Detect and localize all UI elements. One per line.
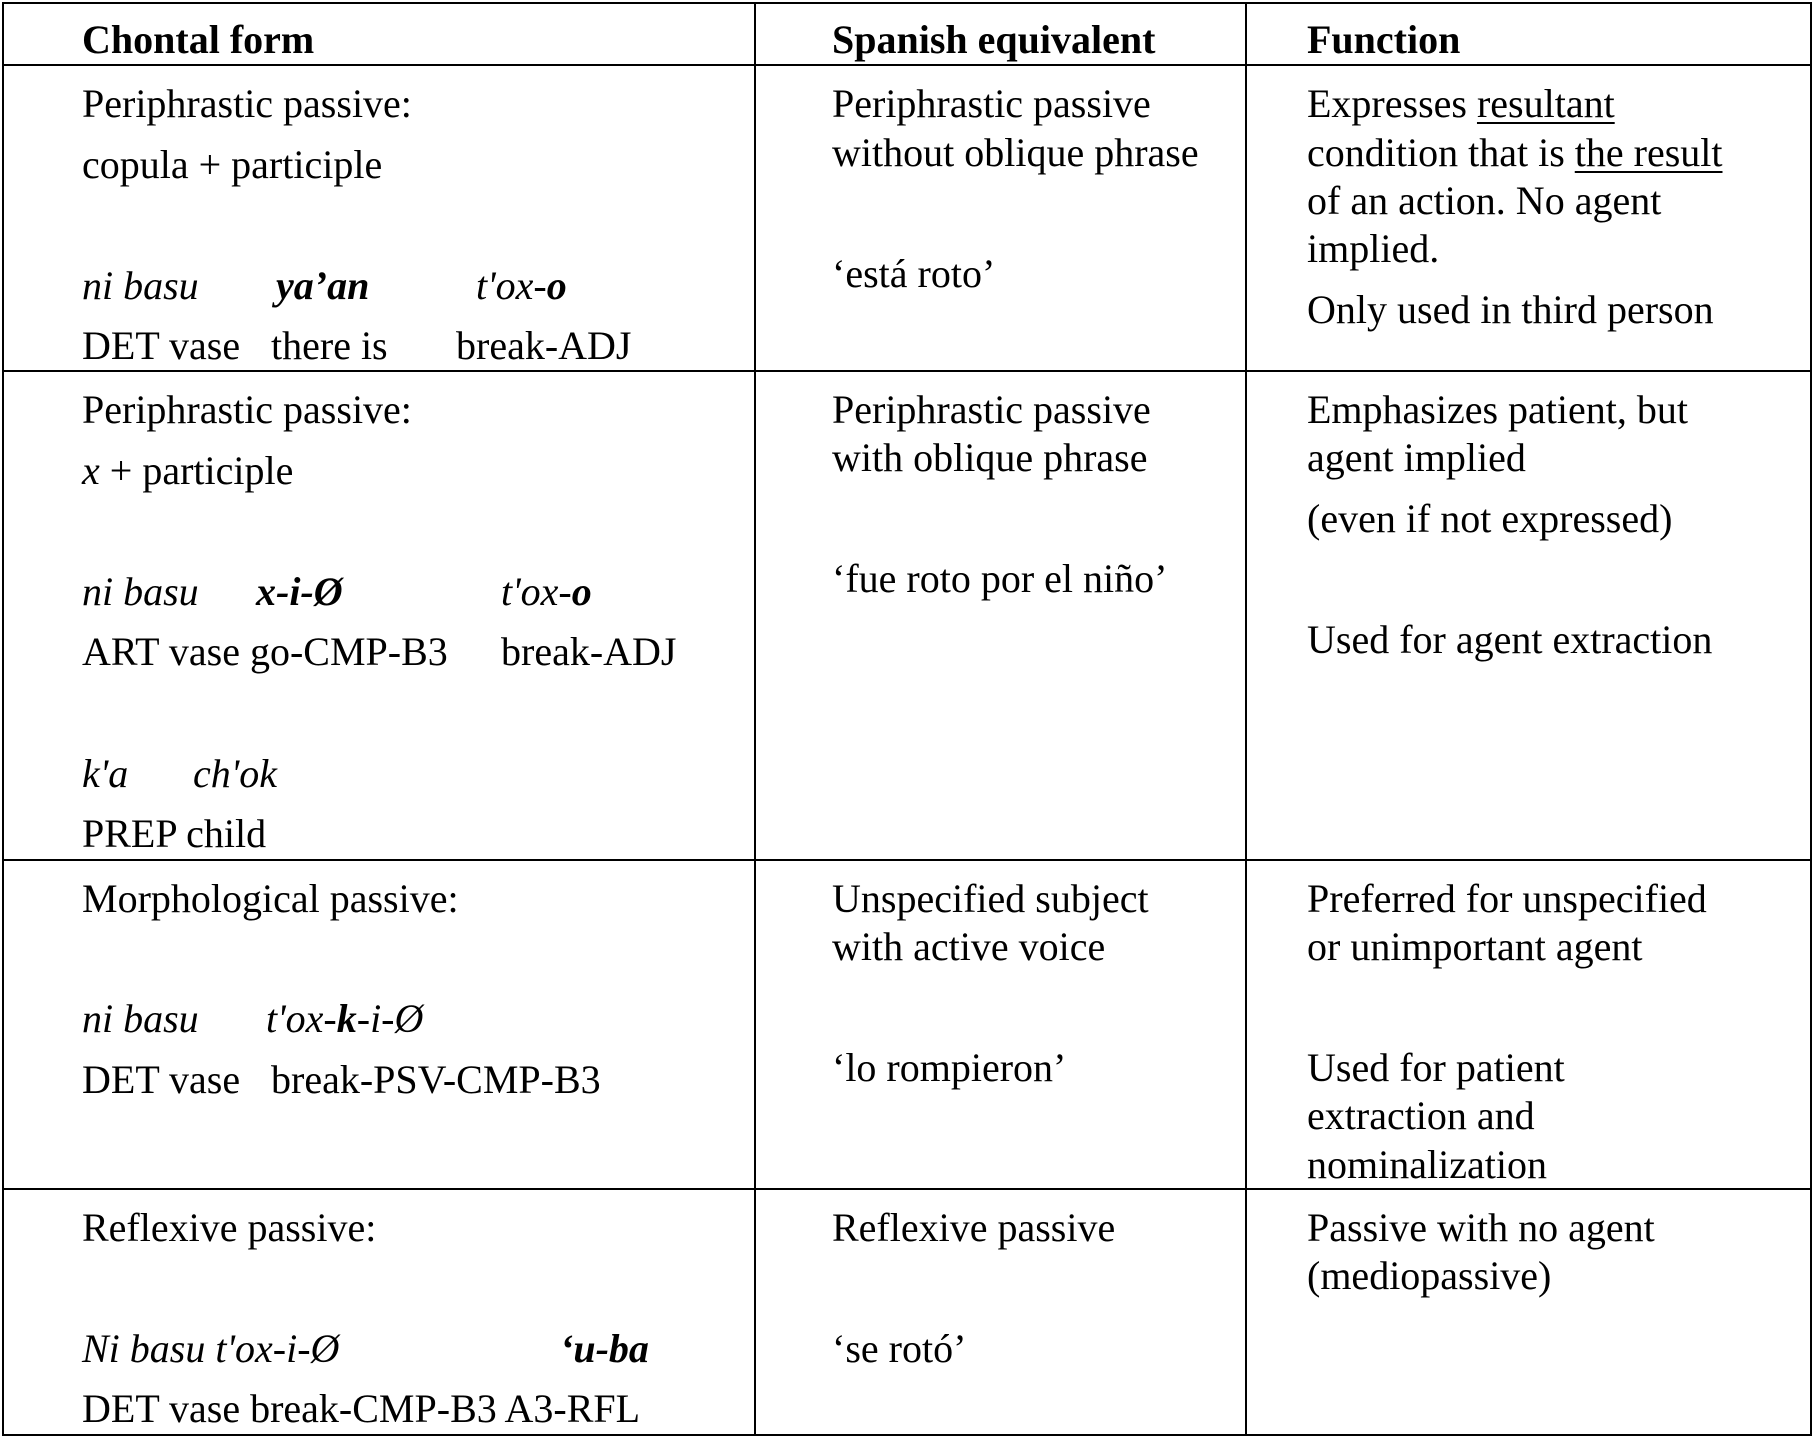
row4-function-line2: (mediopassive) — [1307, 1253, 1552, 1298]
row3-spanish-label-2: with active voice — [832, 924, 1106, 969]
row3-gloss-word-1: ni basu — [82, 996, 199, 1041]
row2-chontal-formula: x + participle — [82, 448, 294, 493]
row2-gloss-line2-a: ART vase go-CMP-B3 — [82, 629, 448, 674]
header-function: Function — [1307, 17, 1461, 62]
row1-spanish-label-1: Periphrastic passive — [832, 81, 1151, 126]
row1-function-line3: of an action. No agent — [1307, 178, 1662, 223]
row2-spanish-label-1: Periphrastic passive — [832, 387, 1151, 432]
row3-spanish-example: ‘lo rompieron’ — [832, 1045, 1067, 1090]
row4-chontal-title: Reflexive passive: — [82, 1205, 377, 1250]
row1-function-line1: Expresses resultant — [1307, 81, 1615, 126]
row1-function-line5: Only used in third person — [1307, 287, 1714, 332]
row2-gloss-word-3: t'ox-o — [501, 569, 592, 614]
row2-function-line1: Emphasizes patient, but — [1307, 387, 1689, 432]
row1-gloss-line2-c: break-ADJ — [456, 323, 632, 368]
row2-function-line3: (even if not expressed) — [1307, 496, 1673, 541]
row2-function-line2: agent implied — [1307, 435, 1526, 480]
row2-chontal-title: Periphrastic passive: — [82, 387, 412, 432]
row4-spanish-label-1: Reflexive passive — [832, 1205, 1116, 1250]
row3-gloss-line2-b: break-PSV-CMP-B3 — [271, 1057, 601, 1102]
row1-gloss-word-3: t'ox-o — [476, 263, 567, 308]
row3-function-line1: Preferred for unspecified — [1307, 876, 1707, 921]
row2-spanish-example: ‘fue roto por el niño’ — [832, 556, 1168, 601]
row2-gloss-line2-b: break-ADJ — [501, 629, 677, 674]
row1-gloss-word-2: ya’an — [276, 263, 370, 308]
row3-chontal-title: Morphological passive: — [82, 876, 459, 921]
row1-gloss-line2-a: DET vase — [82, 323, 241, 368]
header-chontal-form: Chontal form — [82, 17, 315, 62]
row3-function-line3: Used for patient — [1307, 1045, 1565, 1090]
row1-function-line4: implied. — [1307, 226, 1440, 271]
row3-gloss-word-2: t'ox-k-i-Ø — [266, 996, 424, 1041]
row2-gloss-word-1: ni basu — [82, 569, 199, 614]
row4-gloss-word-1: Ni basu t'ox-i-Ø — [82, 1326, 340, 1371]
row4-gloss-word-2: ‘u-ba — [560, 1326, 649, 1371]
row3-gloss-line2-a: DET vase — [82, 1057, 241, 1102]
row3-function-line5: nominalization — [1307, 1142, 1547, 1187]
row2-gloss-word-5: ch'ok — [193, 751, 278, 796]
row2-spanish-label-2: with oblique phrase — [832, 435, 1148, 480]
row2-function-line4: Used for agent extraction — [1307, 617, 1713, 662]
row3-function-line2: or unimportant agent — [1307, 924, 1643, 969]
row1-function-line2: condition that is the result — [1307, 130, 1723, 175]
row4-function-line1: Passive with no agent — [1307, 1205, 1655, 1250]
row1-spanish-example: ‘está roto’ — [832, 251, 996, 296]
row2-gloss-word-4: k'a — [82, 751, 129, 796]
header-spanish-equivalent: Spanish equivalent — [832, 17, 1156, 62]
row4-gloss-line2: DET vase break-CMP-B3 A3-RFL — [82, 1386, 641, 1431]
row3-spanish-label-1: Unspecified subject — [832, 876, 1149, 921]
row1-chontal-formula: copula + participle — [82, 142, 383, 187]
row1-gloss-line2-b: there is — [271, 323, 388, 368]
row2-gloss-word-2: x-i-Ø — [256, 569, 343, 614]
row2-gloss-line4: PREP child — [82, 811, 267, 856]
row1-gloss-word-1: ni basu — [82, 263, 199, 308]
row1-spanish-label-2: without oblique phrase — [832, 130, 1199, 175]
row4-spanish-example: ‘se rotó’ — [832, 1326, 967, 1371]
row1-chontal-title: Periphrastic passive: — [82, 81, 412, 126]
row3-function-line4: extraction and — [1307, 1093, 1535, 1138]
